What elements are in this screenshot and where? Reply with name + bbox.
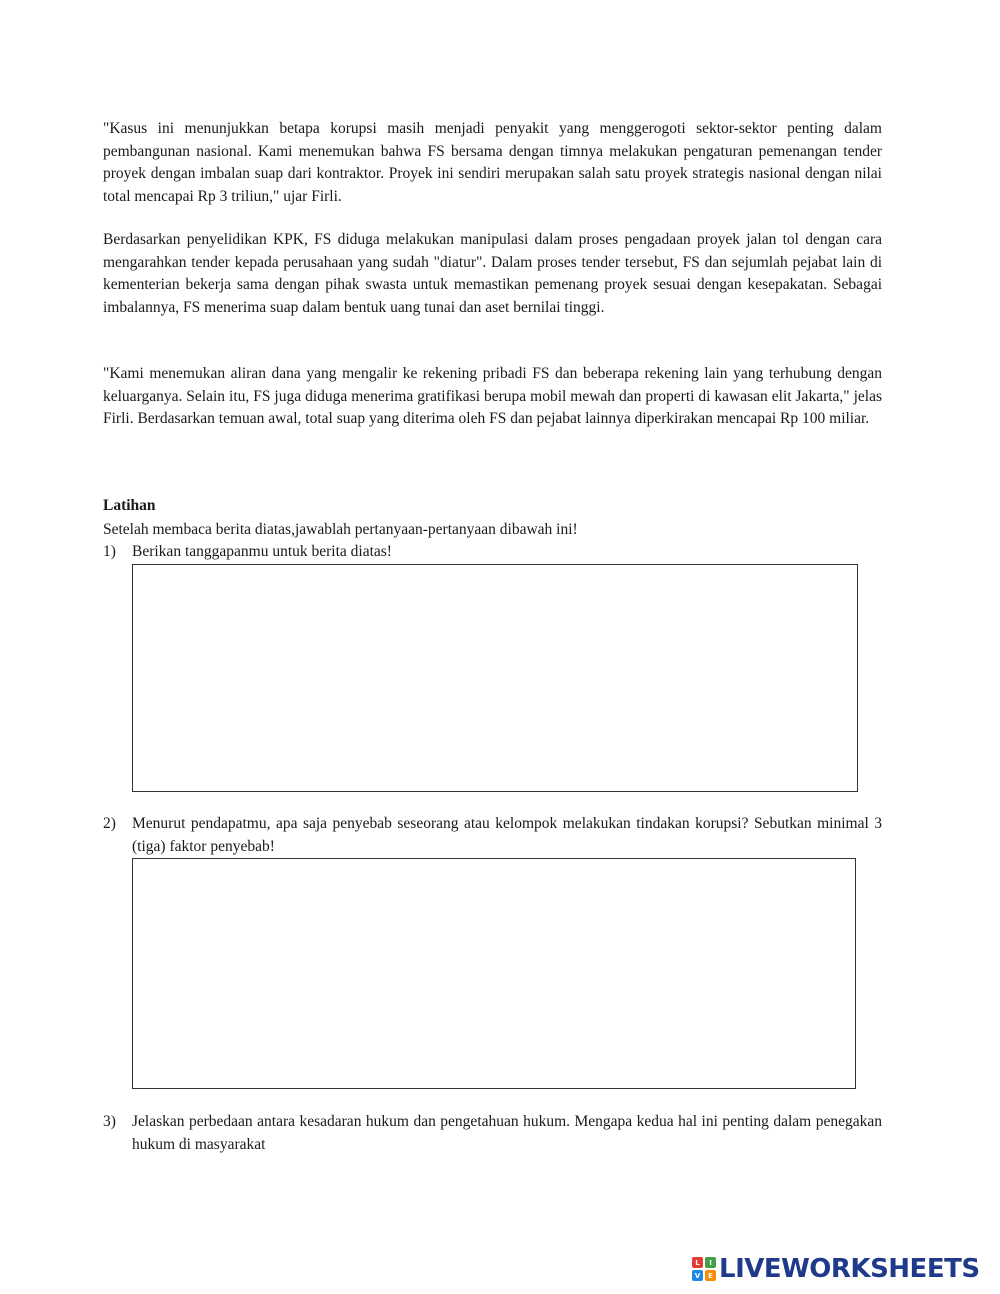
brand-name: LIVEWORKSHEETS (719, 1254, 980, 1284)
article-paragraph-2: Berdasarkan penyelidikan KPK, FS diduga melakukan manipulasi dalam proses pengadaan proyek jalan tol dengan cara mengarahkan tender kepada perusahaan yang sudah "diatur". Dalam proses tender tersebut, FS dan sejumlah pejabat lain di kementerian bekerja sama dengan pihak swasta untuk memastikan pemenang proyek sesuai dengan kesepakatan. Sebagai imbalannya, FS menerima suap dalam bentuk uang tunai dan aset bernilai tinggi. (103, 231, 882, 316)
question-3 (103, 1111, 882, 1156)
article-paragraph-1: "Kasus ini menunjukkan betapa korupsi masih menjadi penyakit yang menggerogoti sektor-sektor penting dalam pembangunan nasional. Kami menemukan bahwa FS bersama dengan timnya melakukan pengaturan pemenangan tender proyek dengan imbalan suap dari kontraktor. Proyek ini sendiri merupakan salah satu proyek strategis nasional dengan nilai total mencapai Rp 3 triliun," ujar Firli. (103, 120, 882, 205)
logo-mark-icon (692, 1257, 716, 1281)
article-paragraph-3: "Kami menemukan aliran dana yang mengalir ke rekening pribadi FS dan beberapa rekening lain yang terhubung dengan keluarganya. Selain itu, FS juga diduga menerima gratifikasi berupa mobil mewah dan properti di kawasan elit Jakarta," jelas Firli. Berdasarkan temuan awal, total suap yang diterima oleh FS dan pejabat lainnya diperkirakan mencapai Rp 100 miliar. (103, 365, 882, 428)
question-number: 3) (103, 1113, 116, 1130)
exercise-heading: Latihan (103, 497, 156, 514)
exercise-intro: Setelah membaca berita diatas,jawablah pertanyaan-pertanyaan dibawah ini! (103, 521, 578, 538)
question-number: 1) (103, 543, 116, 560)
question-number: 2) (103, 815, 116, 832)
logo-letter-i: I (705, 1257, 716, 1268)
question-text: Jelaskan perbedaan antara kesadaran hukum dan pengetahuan hukum. Mengapa kedua hal ini penting dalam penegakan hukum di masyarakat (132, 1113, 882, 1153)
answer-box-1[interactable] (132, 564, 858, 792)
logo-letter-v: V (692, 1270, 703, 1281)
question-text: Menurut pendapatmu, apa saja penyebab seseorang atau kelompok melakukan tindakan korupsi? Sebutkan minimal 3 (tiga) faktor penyebab! (132, 815, 882, 855)
liveworksheets-logo[interactable] (692, 1254, 980, 1284)
question-1 (103, 541, 882, 564)
question-text: Berikan tanggapanmu untuk berita diatas! (132, 543, 392, 560)
question-2 (103, 813, 882, 858)
logo-letter-e: E (705, 1270, 716, 1281)
logo-letter-l: L (692, 1257, 703, 1268)
answer-box-2[interactable] (132, 858, 856, 1089)
